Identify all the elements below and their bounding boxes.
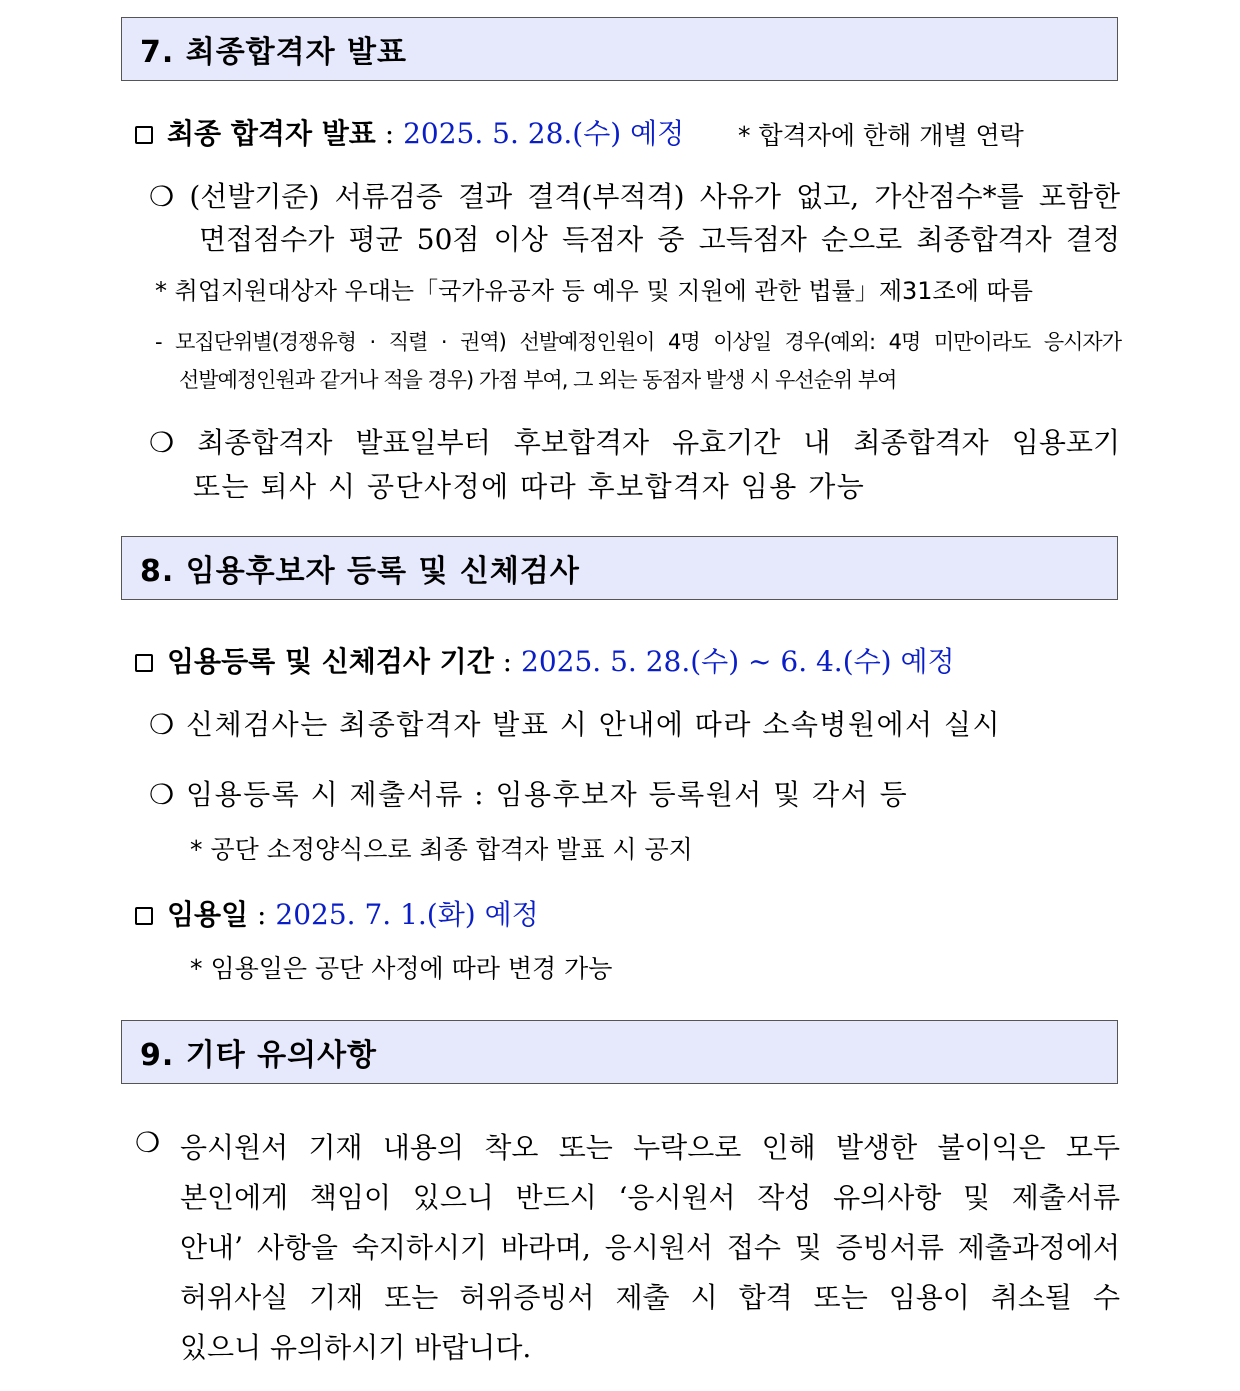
- s9-line-1: [180, 1126, 1120, 1166]
- s7-bullet-1-line-1: [149, 175, 1120, 215]
- s7-dash-note-line-2: 선발예정인원과 같거나 적을 경우) 가점 부여, 그 외는 동점자 발생 시 우선순위 부여: [179, 368, 897, 392]
- s7-dash-note-line-1: [155, 326, 1121, 356]
- s8-item2-label: 임용일: [167, 898, 249, 931]
- s8-item-sep: :: [493, 645, 522, 678]
- checkbox-square-icon: [135, 654, 153, 672]
- s7-bullet-1-line-2: [199, 218, 1120, 258]
- s7-dash-text-1: - 모집단위별(경쟁유형 · 직렬 · 권역) 선발예정인원이 4명 이상일 경우(예외: 4명 미만이라도 응시자가: [155, 330, 1121, 354]
- s8-item2-sep: :: [248, 898, 276, 931]
- section-7-header: [121, 17, 1118, 81]
- s8-note-2: * 임용일은 공단 사정에 따라 변경 가능: [190, 954, 613, 983]
- circle-bullet-icon: ❍: [149, 778, 176, 811]
- s8-bullet-2: [149, 773, 908, 813]
- s7-star-note: * 취업지원대상자 우대는「국가유공자 등 예우 및 지원에 관한 법률」제31조에 따름: [155, 277, 1033, 305]
- s7-bullet-2-text-1: 최종합격자 발표일부터 후보합격자 유효기간 내 최종합격자 임용포기: [197, 426, 1120, 459]
- s8-bullet-2-text: 임용등록 시 제출서류 : 임용후보자 등록원서 및 각서 등: [186, 778, 909, 811]
- s8-item2-date: 2025. 7. 1.(화) 예정: [275, 898, 539, 931]
- s8-item-appointment: [135, 893, 539, 933]
- s7-item-sep: :: [375, 117, 404, 150]
- s9-line-1-text: 응시원서 기재 내용의 착오 또는 누락으로 인해 발생한 불이익은 모두: [180, 1131, 1120, 1164]
- circle-bullet-icon: ❍: [135, 1126, 161, 1159]
- section-9-header: [121, 1020, 1118, 1084]
- section-7-title: 7. 최종합격자 발표: [140, 35, 408, 70]
- s7-item-announcement: [135, 112, 684, 152]
- s8-item-label: 임용등록 및 신체검사 기간: [167, 645, 494, 678]
- s9-line-4-text: 허위사실 기재 또는 허위증빙서 제출 시 합격 또는 임용이 취소될 수: [180, 1281, 1120, 1314]
- checkbox-square-icon: [135, 907, 153, 925]
- s7-item-note: * 합격자에 한해 개별 연락: [738, 121, 1024, 150]
- s7-bullet-1-text-1: (선발기준) 서류검증 결과 결격(부적격) 사유가 없고, 가산점수*를 포함한: [189, 180, 1120, 213]
- s7-bullet-1-text-2: 면접점수가 평균 50점 이상 득점자 중 고득점자 순으로 최종합격자 결정: [199, 223, 1120, 256]
- section-9-title: 9. 기타 유의사항: [140, 1038, 378, 1073]
- s7-item-label: 최종 합격자 발표: [167, 117, 376, 150]
- checkbox-square-icon: [135, 126, 153, 144]
- section-8-title: 8. 임용후보자 등록 및 신체검사: [140, 554, 580, 589]
- s8-item-date: 2025. 5. 28.(수) ~ 6. 4.(수) 예정: [521, 645, 955, 678]
- circle-bullet-icon: ❍: [149, 708, 176, 741]
- section-8-header: [121, 536, 1118, 600]
- s8-note-1: * 공단 소정양식으로 최종 합격자 발표 시 공지: [190, 835, 693, 864]
- s9-line-2-text: 본인에게 책임이 있으니 반드시 ‘응시원서 작성 유의사항 및 제출서류: [180, 1181, 1120, 1214]
- s8-bullet-1-text: 신체검사는 최종합격자 발표 시 안내에 따라 소속병원에서 실시: [186, 708, 1002, 741]
- s7-item-date: 2025. 5. 28.(수) 예정: [403, 117, 685, 150]
- s9-line-3: [180, 1226, 1120, 1266]
- circle-bullet-icon: ❍: [149, 180, 175, 213]
- s9-line-2: [180, 1176, 1120, 1216]
- s8-bullet-1: [149, 703, 1001, 743]
- s7-bullet-2-line-2: 또는 퇴사 시 공단사정에 따라 후보합격자 임용 가능: [193, 470, 866, 503]
- s9-line-4: [180, 1276, 1120, 1316]
- s7-bullet-2-line-1: [149, 421, 1120, 461]
- s8-item-registration: [135, 640, 955, 680]
- s9-line-3-text: 안내’ 사항을 숙지하시기 바라며, 응시원서 접수 및 증빙서류 제출과정에서: [180, 1231, 1120, 1264]
- circle-bullet-icon: ❍: [149, 426, 175, 459]
- s9-line-5: 있으니 유의하시기 바랍니다.: [180, 1331, 532, 1364]
